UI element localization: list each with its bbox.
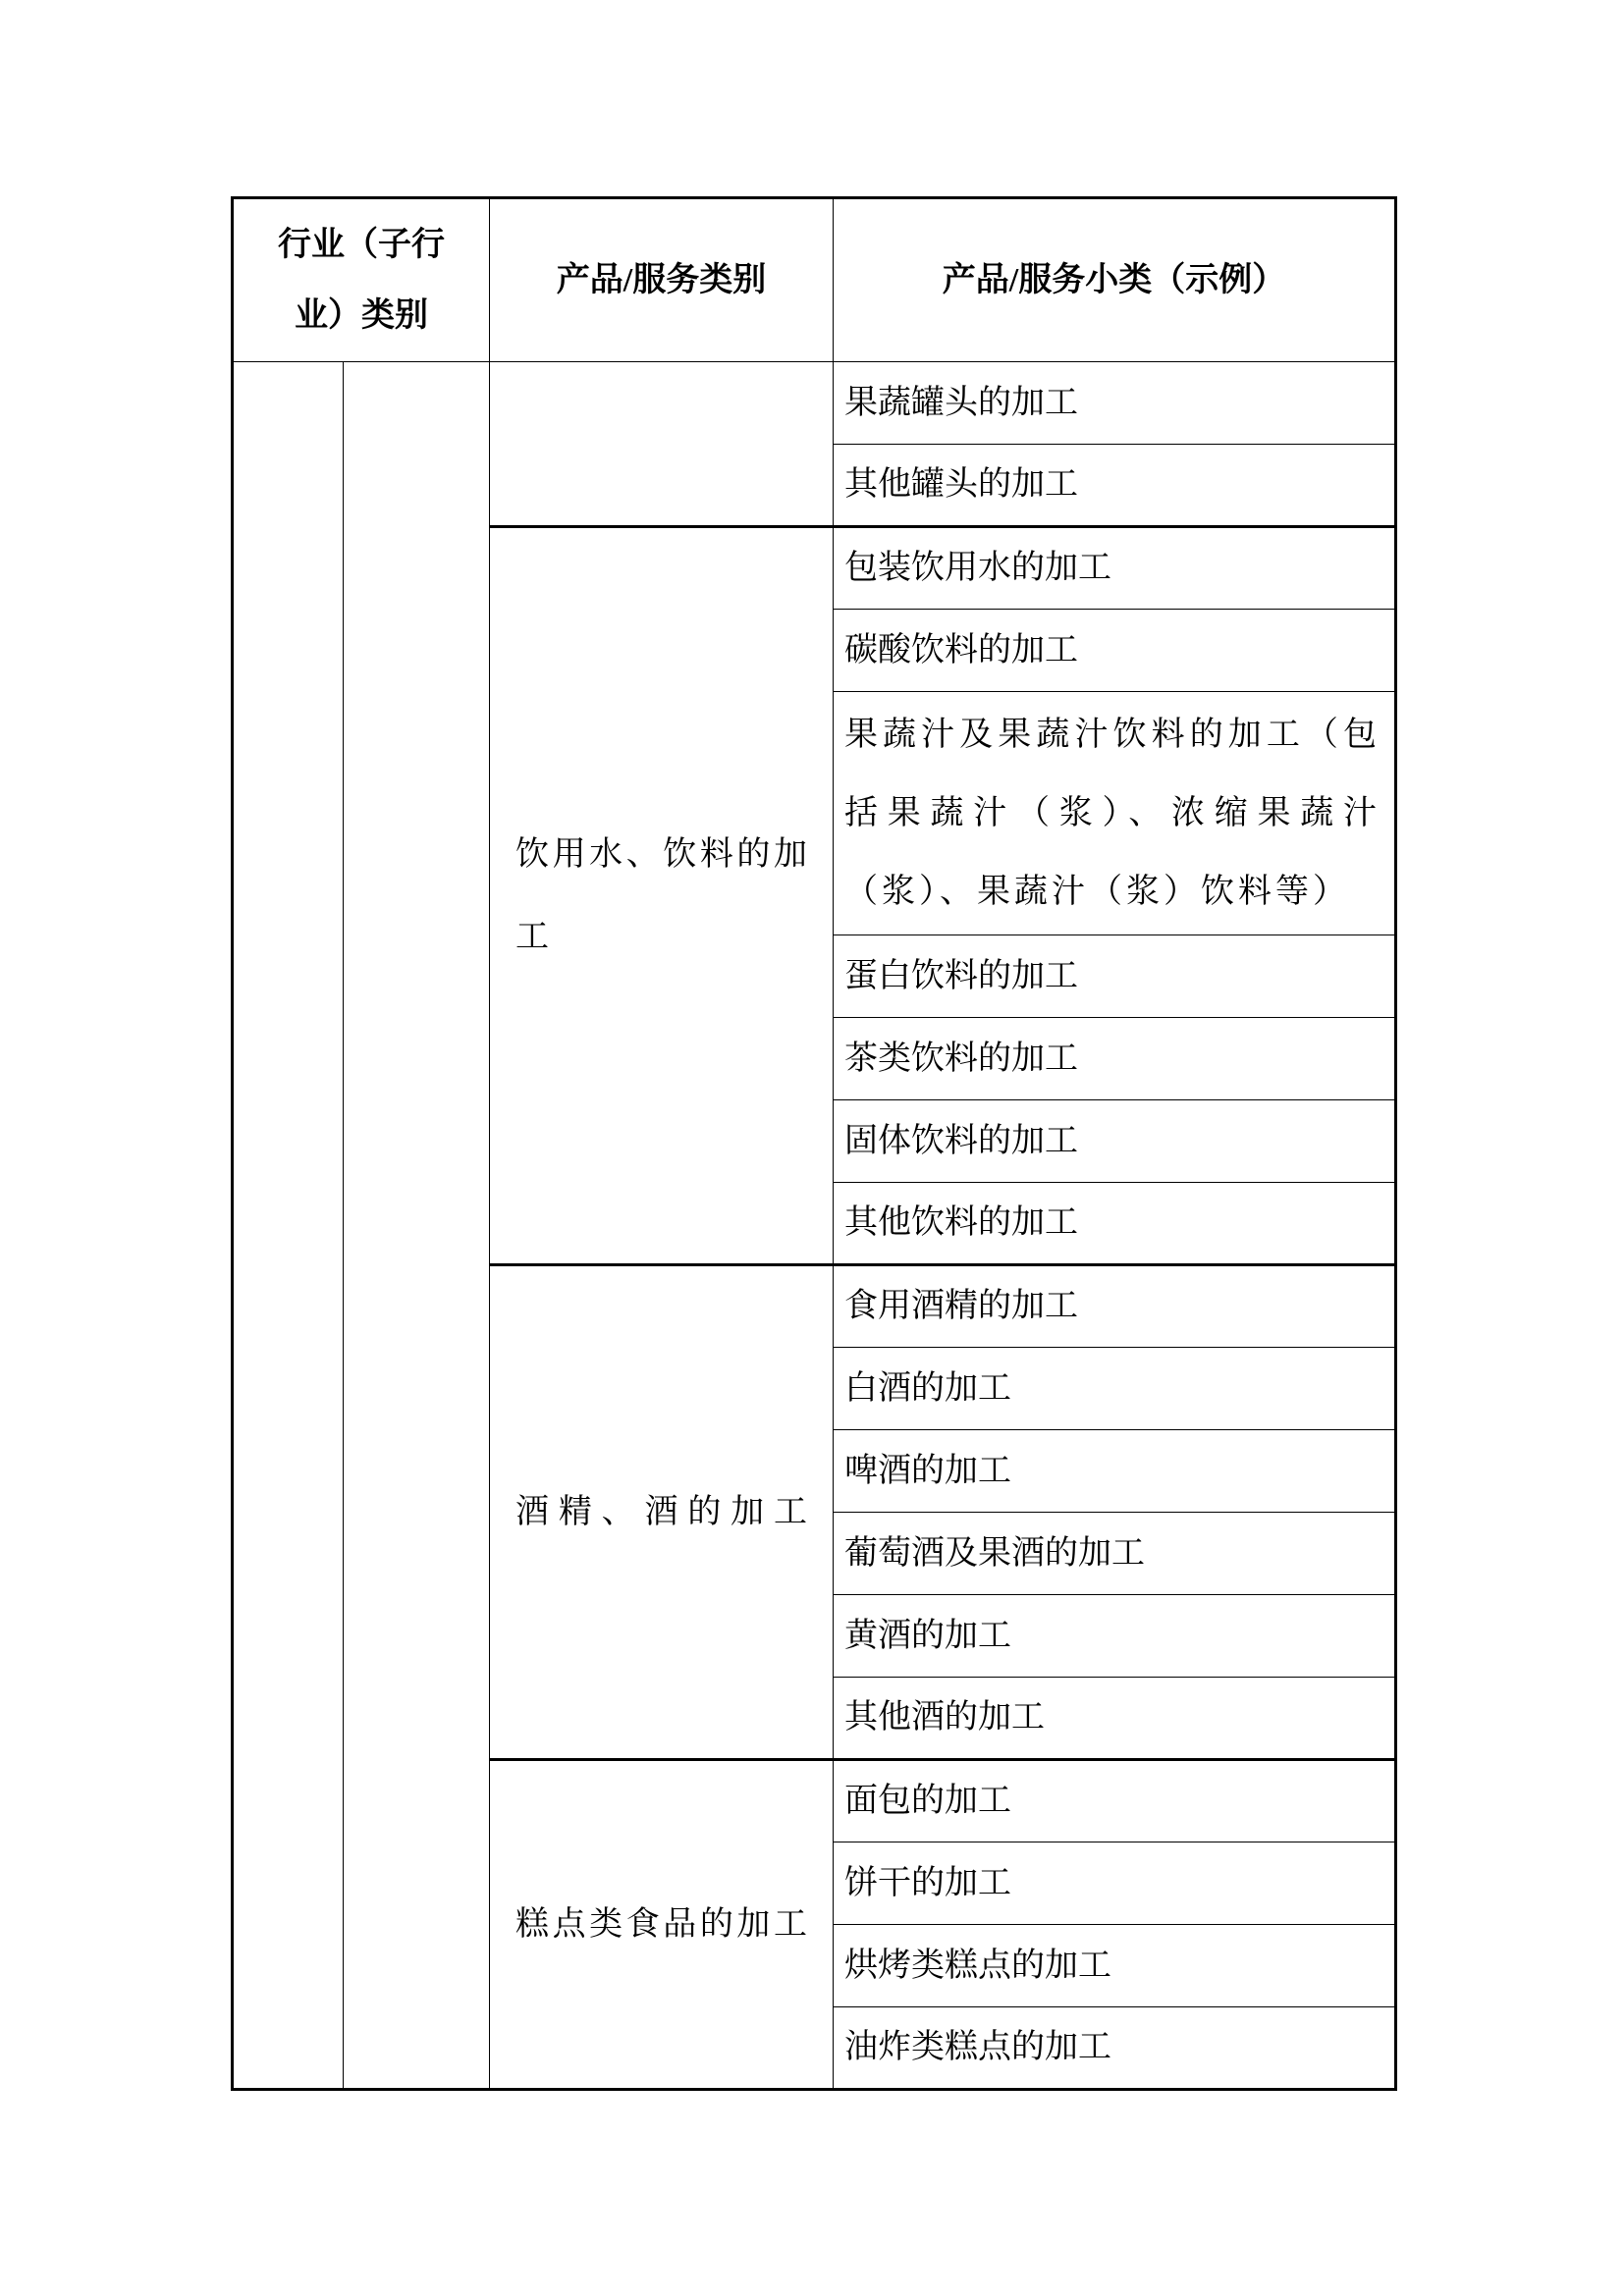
header-subcategory: 产品/服务小类（示例） [834, 198, 1396, 362]
subcategory-cell: 其他酒的加工 [834, 1678, 1396, 1760]
subcategory-cell: 黄酒的加工 [834, 1595, 1396, 1678]
header-row [233, 198, 1396, 362]
subcategory-cell: 其他饮料的加工 [834, 1183, 1396, 1265]
subcategory-cell: 果蔬罐头的加工 [834, 362, 1396, 445]
subcategory-cell: 食用酒精的加工 [834, 1265, 1396, 1348]
subcategory-cell: 油炸类糕点的加工 [834, 2007, 1396, 2090]
category-cell: 糕点类食品的加工 [490, 1760, 834, 2090]
subcategory-cell: 果蔬汁及果蔬汁饮料的加工（包括果蔬汁（浆）、浓缩果蔬汁（浆）、果蔬汁（浆）饮料等） [834, 692, 1396, 935]
subcategory-cell: 碳酸饮料的加工 [834, 610, 1396, 692]
subcategory-cell: 烘烤类糕点的加工 [834, 1925, 1396, 2007]
category-cell [490, 362, 834, 527]
industry-products-table [231, 196, 1397, 2091]
table-row [233, 362, 1396, 445]
header-industry: 行业（子行业）类别 [233, 198, 490, 362]
subcategory-cell: 包装饮用水的加工 [834, 527, 1396, 610]
subcategory-cell: 白酒的加工 [834, 1348, 1396, 1430]
subcategory-cell: 葡萄酒及果酒的加工 [834, 1513, 1396, 1595]
subcategory-cell: 蛋白饮料的加工 [834, 935, 1396, 1018]
category-cell: 酒精、酒的加工 [490, 1265, 834, 1760]
subcategory-cell: 茶类饮料的加工 [834, 1018, 1396, 1100]
subcategory-cell: 其他罐头的加工 [834, 445, 1396, 527]
subcategory-cell: 饼干的加工 [834, 1842, 1396, 1925]
subcategory-cell: 啤酒的加工 [834, 1430, 1396, 1513]
industry-continuation-cell-2 [344, 362, 490, 2090]
subcategory-cell: 面包的加工 [834, 1760, 1396, 1842]
category-cell: 饮用水、饮料的加工 [490, 527, 834, 1265]
subcategory-cell: 固体饮料的加工 [834, 1100, 1396, 1183]
header-category: 产品/服务类别 [490, 198, 834, 362]
industry-continuation-cell-1 [233, 362, 344, 2090]
